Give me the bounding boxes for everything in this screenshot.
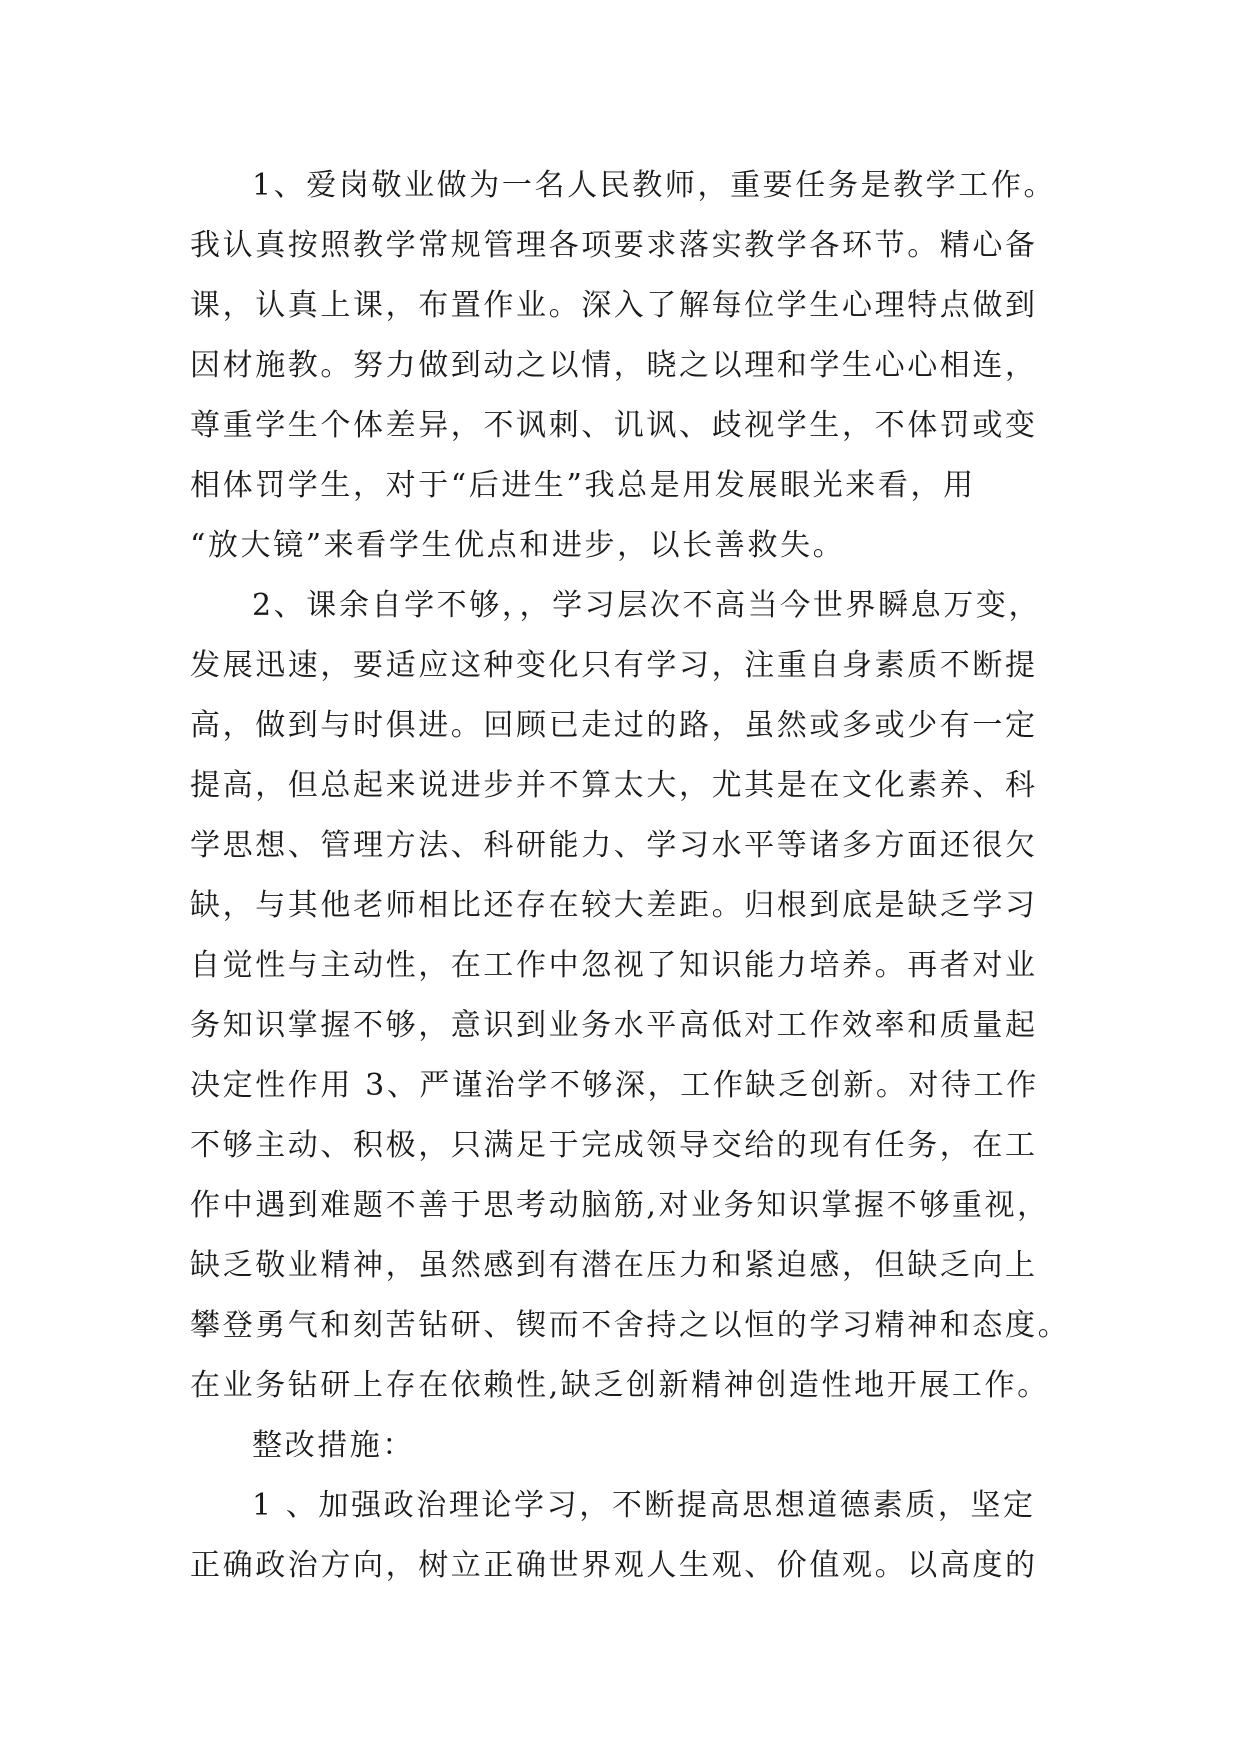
text-line: 缺，与其他老师相比还存在较大差距。归根到底是缺乏学习	[190, 888, 1038, 923]
text-line: 自觉性与主动性，在工作中忽视了知识能力培养。再者对业	[190, 948, 1038, 983]
text-line: 2、课余自学不够，，学习层次不高当今世界瞬息万变，	[252, 588, 1042, 623]
text-line: 学思想、管理方法、科研能力、学习水平等诸多方面还很欠	[190, 828, 1038, 863]
text-line: 务知识掌握不够，意识到业务水平高低对工作效率和质量起	[190, 1008, 1038, 1043]
text-line: 在业务钻研上存在依赖性,缺乏创新精神创造性地开展工作。	[190, 1368, 1050, 1403]
text-line: 因材施教。努力做到动之以情，晓之以理和学生心心相连，	[190, 348, 1038, 383]
text-line: 提高，但总起来说进步并不算太大，尤其是在文化素养、科	[190, 768, 1038, 803]
text-line: 1、爱岗敬业做为一名人民教师，重要任务是教学工作。	[252, 168, 1057, 203]
text-line: 决定性作用 3、严谨治学不够深，工作缺乏创新。对待工作	[190, 1068, 1039, 1103]
text-line: 发展迅速，要适应这种变化只有学习，注重自身素质不断提	[190, 648, 1038, 683]
text-line: 缺乏敬业精神，虽然感到有潜在压力和紧迫感，但缺乏向上	[190, 1248, 1038, 1283]
text-line: 我认真按照教学常规管理各项要求落实教学各环节。精心备	[190, 228, 1038, 263]
text-line: 尊重学生个体差异，不讽刺、讥讽、歧视学生，不体罚或变	[190, 408, 1038, 443]
text-line: 高，做到与时俱进。回顾已走过的路，虽然或多或少有一定	[190, 708, 1038, 743]
section-heading: 整改措施：	[252, 1428, 415, 1463]
text-line: 不够主动、积极，只满足于完成领导交给的现有任务，在工	[190, 1128, 1038, 1163]
text-line: 作中遇到难题不善于思考动脑筋,对业务知识掌握不够重视，	[190, 1188, 1050, 1223]
text-line: 1 、加强政治理论学习，不断提高思想道德素质，坚定	[252, 1488, 1036, 1523]
text-line: 攀登勇气和刻苦钻研、锲而不舍持之以恒的学习精神和态度。	[190, 1308, 1071, 1343]
text-line: 课，认真上课，布置作业。深入了解每位学生心理特点做到	[190, 288, 1038, 323]
text-line: “放大镜”来看学生优点和进步，以长善救失。	[190, 528, 846, 563]
text-line: 正确政治方向，树立正确世界观人生观、价值观。以高度的	[190, 1548, 1038, 1583]
text-line: 相体罚学生，对于“后进生”我总是用发展眼光来看，用	[190, 468, 976, 503]
